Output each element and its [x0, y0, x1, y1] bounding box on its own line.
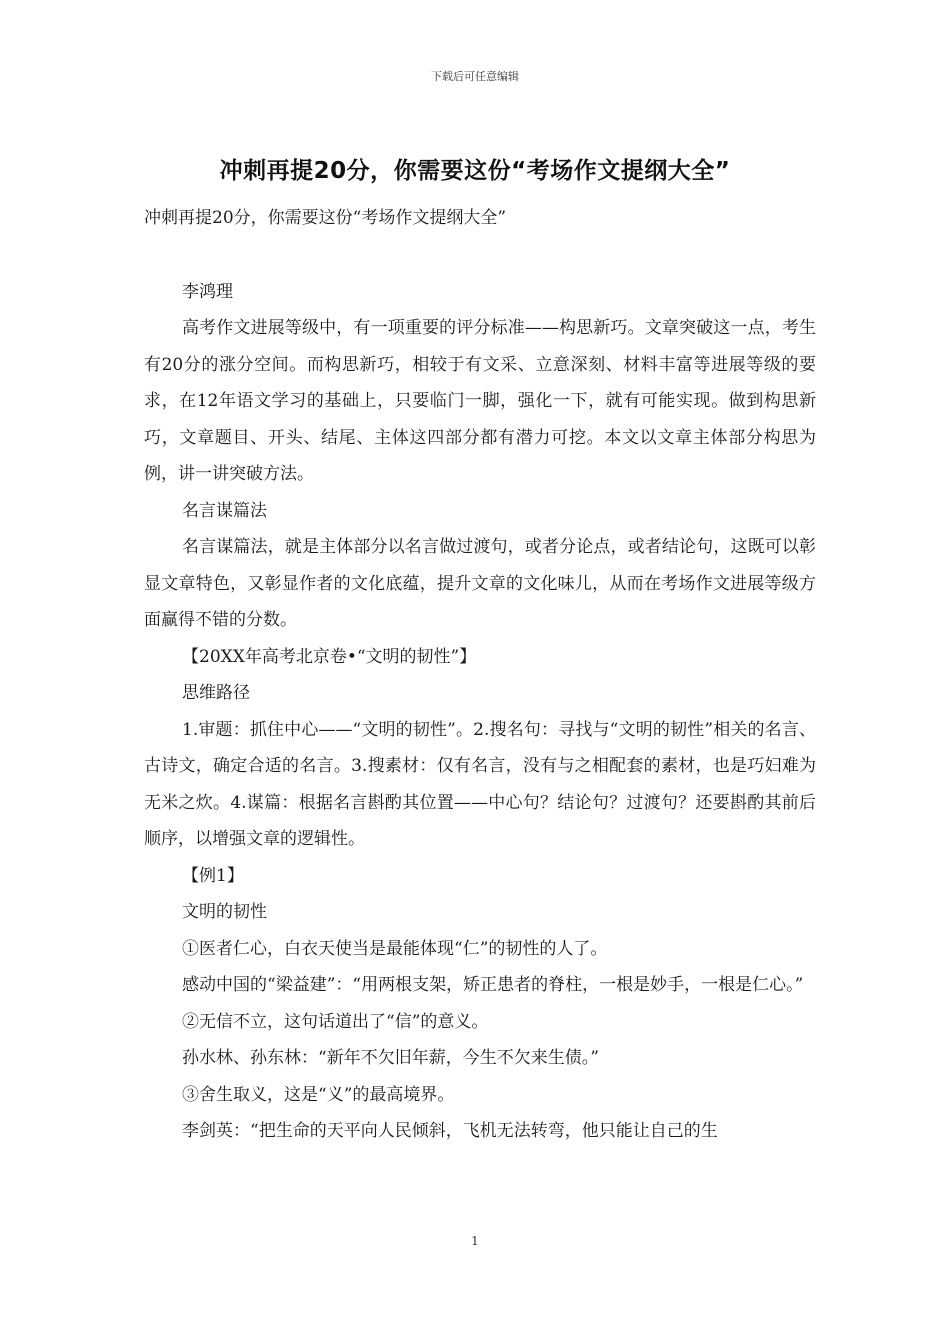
example-quote-1: 感动中国的“梁益建”：“用两根支架，矫正患者的脊柱，一根是妙手，一根是仁心。” [182, 975, 804, 995]
document-body [144, 200, 816, 1150]
document-subtitle: 冲刺再提20分，你需要这份“考场作文提纲大全” [144, 208, 507, 228]
example-label: 【例1】 [182, 865, 244, 886]
subheading-path: 思维路径 [182, 683, 250, 703]
page-number: 1 [471, 1234, 479, 1248]
paragraph-intro: 高考作文进展等级中，有一项重要的评分标准——构思新巧。文章突破这一点，考生有20分的涨分空间。而构思新巧，相较于有文采、立意深刻、材料丰富等进展等级的要求，在12年语文学习的基础上，只要临门一脚，强化一下，就有可能实现。做到构思新巧，文章题目、开头、结尾、主体这四部分都有潜力可挖。本文以文章主体部分构思为例，讲一讲突破方法。 [144, 318, 816, 484]
document-title: 冲刺再提20分，你需要这份“考场作文提纲大全” [219, 158, 731, 184]
paragraph-steps: 1.审题：抓住中心——“文明的韧性”。2.搜名句：寻找与“文明的韧性”相关的名言、古诗文，确定合适的名言。3.搜素材：仅有名言，没有与之相配套的素材，也是巧妇难为无米之炊。4.谋篇：根据名言斟酌其位置——中心句？结论句？过渡句？还要斟酌其前后顺序，以增强文章的逻辑性。 [144, 719, 816, 849]
exam-reference: 【20XX年高考北京卷•“文明的韧性”】 [182, 646, 477, 667]
example-point-3: ③舍生取义，这是“义”的最高境界。 [182, 1084, 455, 1105]
example-quote-2: 孙水林、孙东林：“新年不欠旧年薪，今生不欠来生债。” [182, 1048, 599, 1068]
example-quote-3: 李剑英：“把生命的天平向人民倾斜，飞机无法转弯，他只能让自己的生 [182, 1121, 718, 1141]
example-point-2: ②无信不立，这句话道出了“信”的意义。 [182, 1011, 489, 1032]
example-title: 文明的韧性 [182, 902, 267, 922]
author-line: 李鸿理 [182, 281, 233, 302]
paragraph-method: 名言谋篇法，就是主体部分以名言做过渡句，或者分论点，或者结论句，这既可以彰显文章特色，又彰显作者的文化底蕴，提升文章的文化味儿，从而在考场作文进展等级方面赢得不错的分数。 [144, 537, 816, 630]
section-heading: 名言谋篇法 [182, 500, 267, 521]
page-header: 下载后可任意编辑 [431, 70, 519, 83]
example-point-1: ①医者仁心，白衣天使当是最能体现“仁”的韧性的人了。 [182, 938, 608, 959]
